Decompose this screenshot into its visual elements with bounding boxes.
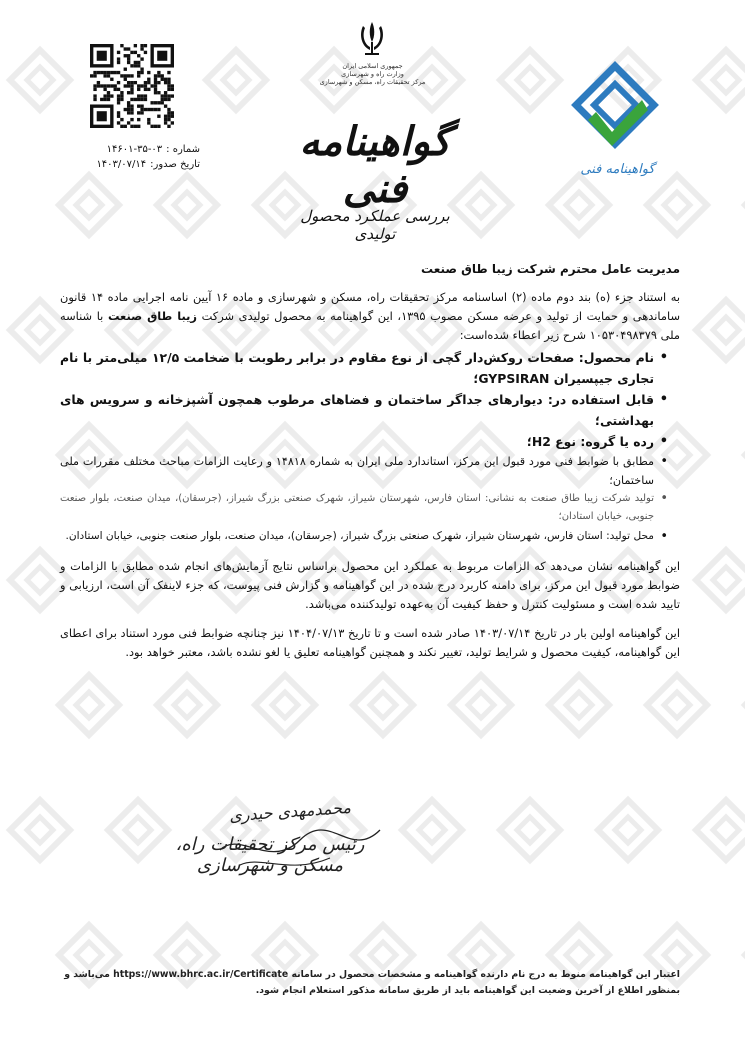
- date-value: ۱۴۰۳/۰۷/۱۴: [96, 159, 147, 170]
- qr-code: [90, 44, 174, 128]
- watermark-tile: [10, 50, 70, 110]
- watermark-tile: [696, 300, 745, 360]
- watermark-tile: [10, 800, 70, 860]
- footer-text-1: اعتبار این گواهینامه منوط به درج نام دارنده گواهینامه و مشخصات محصول در سامانه: [291, 969, 680, 980]
- signatory-name: محمدمهدی حیدری: [228, 797, 352, 826]
- organization-block: [300, 62, 445, 86]
- certificate-url-link[interactable]: https://www.bhrc.ac.ir/Certificate: [113, 969, 289, 980]
- certificate-items: [60, 347, 680, 547]
- watermark-tile: [500, 50, 560, 110]
- watermark-tile: [696, 50, 745, 110]
- watermark-tile: [696, 550, 745, 610]
- watermark-tile: [402, 800, 462, 860]
- emblem-icon: [355, 18, 389, 58]
- recipient: مدیریت عامل محترم شرکت زیبا طاق صنعت: [421, 262, 680, 276]
- watermark-tile: [696, 800, 745, 860]
- intro-paragraph: [60, 288, 680, 345]
- watermark-tile: [647, 175, 707, 235]
- watermark-tile: [598, 800, 658, 860]
- watermark-tile: [549, 675, 609, 735]
- watermark-tile: [59, 675, 119, 735]
- list-item-production-site: • محل تولید: استان فارس، شهرستان شیراز، شهرک صنعتی بزرگ شیراز، (جرسقان)، میدان صنعت، بلوار صنعت جنوبی، خیابان استادان.: [60, 526, 666, 547]
- intro-text-2: با شناسه ملی ۱۰۵۳۰۴۹۸۳۷۹ شرح زیر اعطاء شده‌است:: [60, 309, 680, 342]
- footer-note: [60, 967, 680, 999]
- validity-paragraph: این گواهینامه اولین بار در تاریخ ۱۴۰۳/۰۷/۱۴ صادر شده است و تا تاریخ ۱۴۰۴/۰۷/۱۳ نیز چنانچه ضوابط فنی مورد استناد برای اعطای این گواهینامه، کیفیت محصول و شرایط تولید، تغییر نکند و همچنین گواهینامه تعلیق یا لغو نشده باشد، معتبر خواهد بود.: [60, 626, 680, 659]
- certificate-body: [60, 262, 680, 662]
- certificate-logo-icon: [568, 60, 663, 160]
- logo-caption: گواهینامه فنی: [580, 162, 655, 177]
- org-line-3: مرکز تحقیقات راه، مسکن و شهرسازی: [319, 78, 426, 86]
- watermark-tile: [549, 175, 609, 235]
- date-label: تاریخ صدور:: [150, 159, 200, 170]
- list-item-standard: • مطابق با ضوابط فنی مورد قبول این مرکز، استاندارد ملی ایران به شماره ۱۴۸۱۸ و رعایت الزامات مباحث مختلف مقررات ملی ساختمان؛: [60, 452, 666, 490]
- list-item-product-name: • نام محصول: صفحات روکش‌دار گچی از نوع مقاوم در برابر رطوبت با ضخامت ۱۲/۵ میلی‌متر با نام تجاری جیپسیران GYPSIRAN؛: [60, 347, 666, 389]
- watermark-tile: [206, 50, 266, 110]
- watermark-tile: [353, 675, 413, 735]
- footer-text-2: می‌باشد و بمنظور اطلاع از آخرین وضعیت این گواهینامه باید از طریق سامانه مذکور استعلام انجام شود.: [64, 969, 680, 996]
- watermark-tile: [157, 675, 217, 735]
- page-subtitle: بررسی عملکرد محصول تولیدی: [300, 207, 450, 243]
- signatory-title: رئیس مرکز تحقیقات راه، مسکن و شهرسازی: [175, 834, 365, 876]
- number-label: شماره :: [166, 144, 200, 155]
- certificate-meta: [60, 142, 200, 172]
- watermark-tile: [157, 175, 217, 235]
- watermark-tile: [500, 800, 560, 860]
- list-item-manufacturer-address: • تولید شرکت زیبا طاق صنعت به نشانی: استان فارس، شهرستان شیراز، شهرک صنعتی بزرگ شیراز، (جرسقان)، میدان صنعت، بلوار صنعت جنوبی، خیابان استادان؛: [60, 490, 666, 526]
- number-value: ۱۴۶۰۱-۳۵-۰۳: [106, 144, 163, 155]
- watermark-tile: [255, 675, 315, 735]
- org-line-1: جمهوری اسلامی ایران: [342, 62, 403, 70]
- watermark-tile: [59, 175, 119, 235]
- watermark-tile: [647, 675, 707, 735]
- company-name: زیبا طاق صنعت: [107, 309, 197, 323]
- validation-paragraph: این گواهینامه نشان می‌دهد که الزامات مربوط به عملکرد این محصول براساس نتایج آزمایش‌های انجام شده مطابق با الزامات و ضوابط مورد قبول این مرکز، برای دامنه کاربرد درج شده در این گواهینامه و گزارش فنی پیوست، که جزء لاینفک آن است، ارزیابی و تایید شده است و مسئولیت کنترل و حفظ کیفیت آن به‌عهده تولیدکننده می‌باشد.: [60, 559, 680, 611]
- org-line-2: وزارت راه و شهرسازی: [341, 70, 404, 78]
- list-item-class: • رده یا گروه: نوع H2؛: [60, 431, 666, 452]
- page-title: گواهینامه فنی: [299, 118, 451, 212]
- list-item-application: • قابل استفاده در: دیوارهای جداگر ساختمان و فضاهای مرطوب همچون آشپزخانه و سرویس های بهداشتی؛: [60, 389, 666, 431]
- watermark-tile: [451, 675, 511, 735]
- intro-text-1: به استناد جزء (ه) بند دوم ماده (۲) اساسنامه مرکز تحقیقات راه، مسکن و شهرسازی و ماده ۱۶ آیین نامه اجرایی ماده ۱۴ قانون ساماندهی و حمایت از تولید و عرضه مسکن مصوب ۱۳۹۵، این گواهینامه به محصول تولیدی شرکت: [60, 290, 681, 323]
